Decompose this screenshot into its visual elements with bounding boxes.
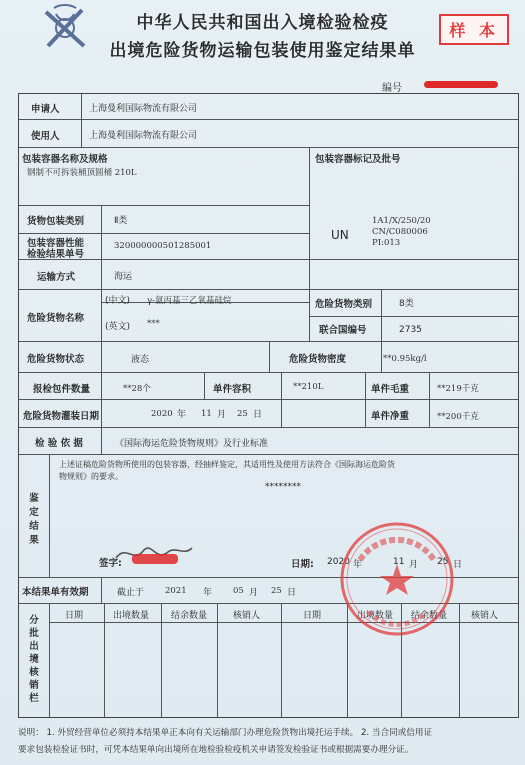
transport-label: 运输方式 [37,272,76,283]
validity-label: 本结果单有效期 [22,587,89,598]
validity-month-unit: 月 [249,588,259,598]
result-date-month: 11 [393,557,405,567]
redacted-number [424,81,498,88]
fill-date-month: 11 [201,409,212,419]
result-date-day: 25 [437,557,449,567]
title-line2: 出境危险货物运输包装使用鉴定结果单 [109,41,416,61]
transport-value: 海运 [114,272,133,282]
gross-value: **219千克 [437,384,479,394]
writeoff-col-bal-2: 结余数量 [411,611,448,621]
goods-en-value: *** [147,319,160,329]
goods-cn-value: γ-氨丙基三乙氧基硅烷 [147,296,232,306]
goods-label: 危险货物名称 [27,313,85,324]
goods-un-value: 2735 [399,325,422,335]
validity-day: 25 [271,586,282,596]
basis-label: 检 验 依 据 [35,438,83,449]
state-label: 危险货物状态 [27,354,85,365]
goods-cn-tag: (中文) [105,296,131,306]
density-label: 危险货物密度 [289,354,347,365]
validity-year: 2021 [165,586,187,596]
validity-day-unit: 日 [287,588,297,598]
result-date-day-unit: 日 [453,560,463,570]
writeoff-col-out-2: 出境数量 [357,611,394,621]
container-name-label: 包装容器名称及规格 [22,154,108,165]
sign-label: 签字: [99,558,122,569]
user-value: 上海曼利国际物流有限公司 [89,131,198,141]
result-text-line2: 物规则》的要求。 [59,472,123,481]
container-mark-line3: PI:013 [372,238,401,248]
footer-line2: 要求包装检验证书时，可凭本结果单向出境所在地检验检疫机关申请签发检验证书或根据需要办理分证。 [18,745,414,755]
volume-value: **210L [293,382,324,392]
writeoff-col-officer-1: 核销人 [233,611,261,621]
result-date-year: 2020 [327,557,350,567]
writeoff-col-out-1: 出境数量 [113,611,150,621]
fill-date-month-unit: 月 [217,410,227,420]
applicant-value: 上海曼利国际物流有限公司 [89,104,198,114]
applicant-label: 申请人 [31,104,60,115]
official-seal [338,520,456,638]
validity-year-unit: 年 [203,588,213,598]
state-value: 液态 [131,355,150,365]
fill-date-label: 危险货物灌装日期 [23,411,100,422]
category-value: Ⅱ类 [114,216,128,226]
category-label: 货物包装类别 [27,216,85,227]
signature-mark [112,540,196,568]
net-label: 单件净重 [371,411,410,422]
density-value: **0.95kg/l [383,354,427,364]
net-value: **200千克 [437,412,479,422]
count-label: 报检包件数量 [33,384,91,395]
result-date-year-unit: 年 [353,560,363,570]
basis-value: 《国际海运危险货物规则》及行业标准 [115,439,269,449]
validity-month: 05 [233,586,244,596]
gross-label: 单件毛重 [371,384,410,395]
writeoff-col-bal-1: 结余数量 [171,611,208,621]
result-date-label: 日期: [291,559,314,570]
fill-date-year-unit: 年 [177,410,187,420]
sample-stamp: 样 本 [439,14,509,45]
test-result-label-2: 检验结果单号 [27,249,85,260]
volume-label: 单件容积 [213,384,252,395]
container-mark-line2: CN/C080006 [372,227,428,237]
writeoff-col-date-1: 日期 [65,611,84,621]
writeoff-side-label: 分批出境核销栏 [29,615,39,704]
result-stars: ******** [265,482,301,492]
result-text-line1: 上述证稿危险货物所使用的包装容器，经抽样鉴定，其适用性及使用方法符合《国际海运危险货 [59,460,395,469]
title-line1: 中华人民共和国出入境检验检疫 [136,13,389,33]
goods-class-value: 8类 [399,299,414,309]
container-name-value: 钢制不可拆装桶顶圆桶 210L [27,168,137,178]
footer-notes [18,725,518,759]
validity-prefix: 截止于 [117,588,145,598]
writeoff-col-officer-2: 核销人 [471,611,499,621]
container-mark-un: UN [331,228,349,242]
container-mark-line1: 1A1/X/250/20 [372,216,431,226]
fill-date-day: 25 [237,409,248,419]
goods-class-label: 危险货物类别 [315,299,373,310]
footer-line1: 说明： 1. 外贸经营单位必须持本结果单正本向有关运输部门办理危险货物出境托运手续。 2. 当合同或信用证 [18,728,433,738]
result-date-month-unit: 月 [409,560,419,570]
number-label: 编号 [382,83,402,94]
fill-date-day-unit: 日 [253,410,263,420]
count-value: **28个 [123,384,151,394]
goods-en-tag: (英文) [105,322,131,332]
test-result-value: 320000000501285001 [114,241,212,251]
container-mark-label: 包装容器标记及批号 [315,154,401,165]
result-label: 鉴定结果 [29,493,39,546]
fill-date-year: 2020 [151,409,173,419]
goods-un-label: 联合国编号 [319,325,367,336]
test-result-label-1: 包装容器性能 [27,238,85,249]
writeoff-col-date-2: 日期 [303,611,322,621]
user-label: 使用人 [31,131,60,142]
